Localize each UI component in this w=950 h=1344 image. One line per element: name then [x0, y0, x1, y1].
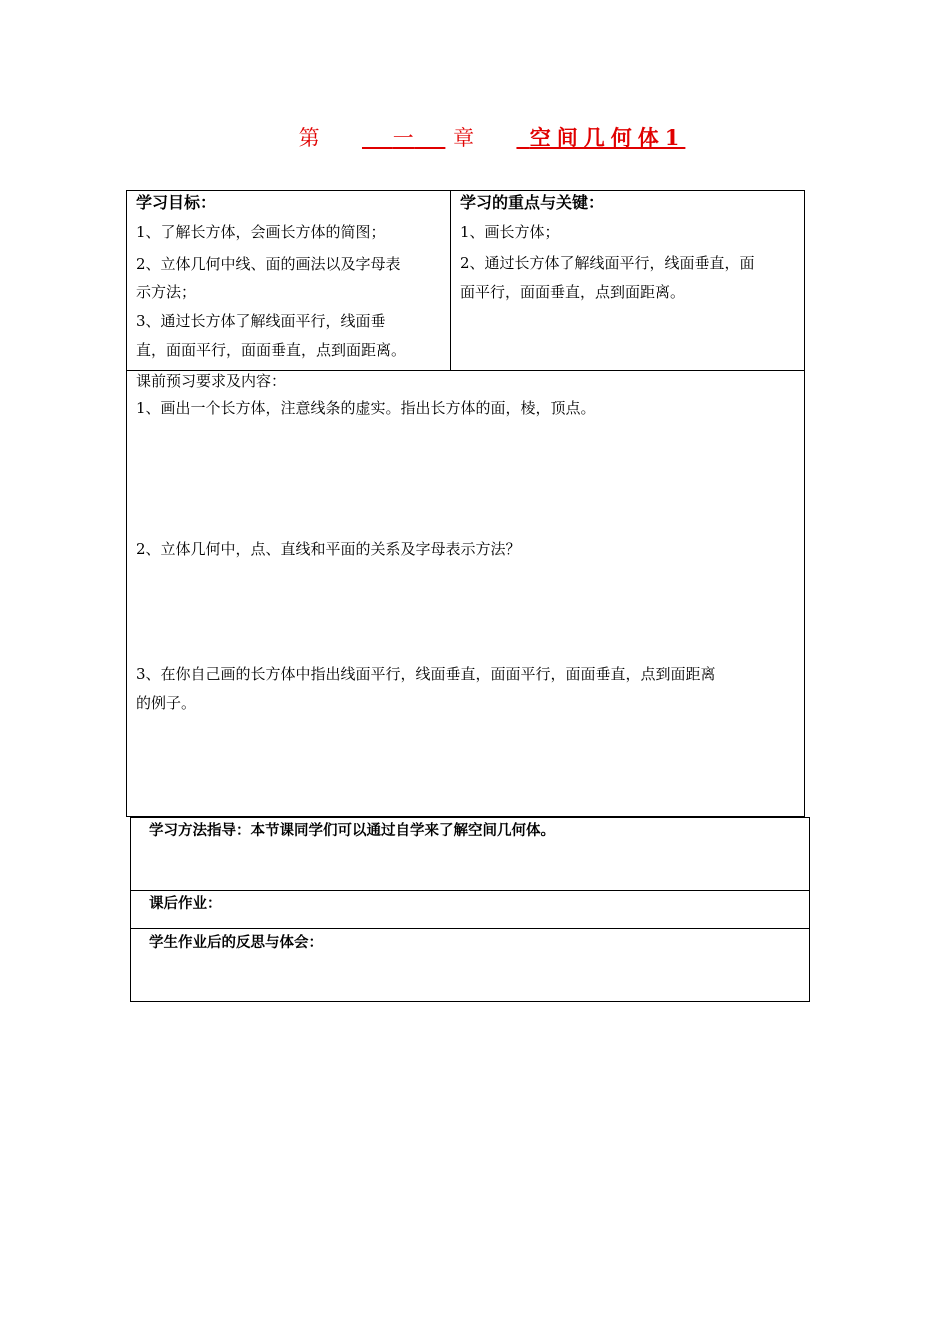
objective-item-3-cont: 直，面面平行，面面垂直，点到面距离。: [136, 341, 407, 359]
title-chapter-number: 一: [392, 126, 415, 150]
objective-item-2-cont: 示方法；: [136, 283, 197, 301]
objective-item-1: 1、了解长方体，会画长方体的简图；: [136, 223, 386, 241]
page-title: [0, 122, 950, 152]
preview-question-1: 1、画出一个长方体，注意线条的虚实。指出长方体的面，棱，顶点。: [136, 399, 596, 417]
preview-question-3: 3、在你自己画的长方体中指出线面平行，线面垂直，面面平行，面面垂直，点到面距离: [136, 665, 716, 683]
key-points-heading: 学习的重点与关键：: [460, 193, 605, 212]
objective-item-2: 2、立体几何中线、面的画法以及字母表: [136, 255, 401, 273]
method-guidance: 学习方法指导：本节课同学们可以通过自学来了解空间几何体。: [149, 823, 555, 839]
preview-question-2: 2、立体几何中，点、直线和平面的关系及字母表示方法？: [136, 540, 521, 558]
title-suffix: 章: [453, 126, 476, 150]
objective-item-3: 3、通过长方体了解线面平行，线面垂: [136, 312, 386, 330]
title-name: 空间几何体1: [529, 125, 686, 150]
preview-question-3-cont: 的例子。: [136, 694, 197, 712]
key-point-item-2: 2、通过长方体了解线面平行，线面垂直，面: [460, 254, 755, 272]
objectives-heading: 学习目标：: [136, 193, 217, 212]
table-column-divider: [450, 190, 451, 370]
method-table-divider-1: [130, 890, 810, 891]
homework-label: 课后作业：: [149, 896, 222, 912]
title-prefix: 第: [298, 126, 321, 150]
preview-heading: 课前预习要求及内容：: [136, 372, 287, 390]
reflection-label: 学生作业后的反思与体会：: [149, 935, 323, 951]
key-point-item-2-cont: 面平行，面面垂直，点到面距离。: [460, 283, 686, 301]
key-point-item-1: 1、画长方体；: [460, 223, 560, 241]
